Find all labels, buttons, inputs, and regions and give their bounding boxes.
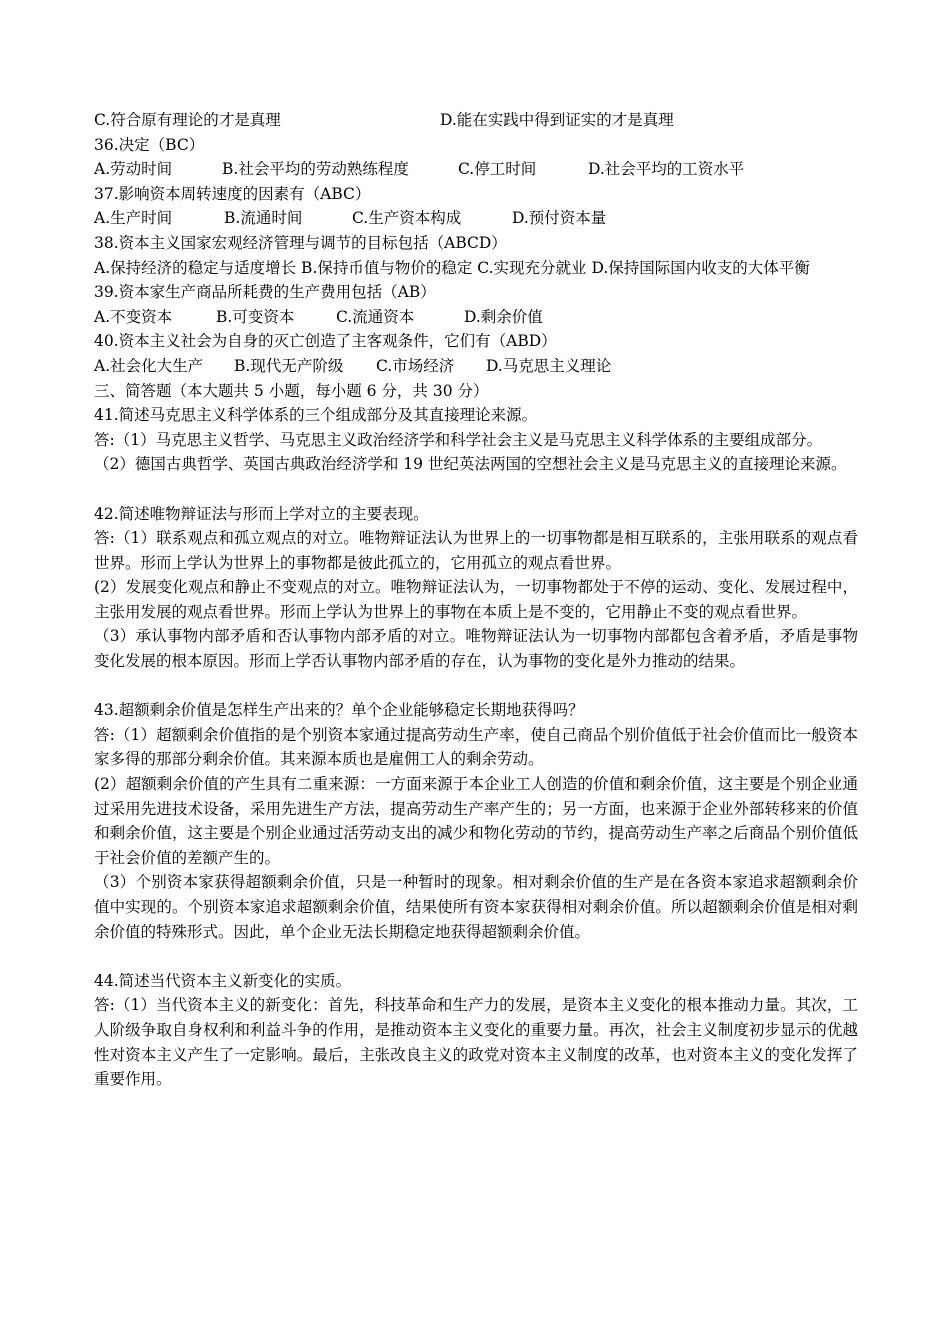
q39-stem: 39.资本家生产商品所耗费的生产费用包括（AB） [94, 283, 436, 302]
q42-stem: 42.简述唯物辩证法与形而上学对立的主要表现。 [94, 504, 429, 523]
q40-options [94, 354, 858, 379]
q43-answer-2: (2）超额剩余价值的产生具有二重来源：一方面来源于本企业工人创造的价值和剩余价值，这主要是个别企业通过采用先进技术设备，采用先进生产方法，提高劳动生产率产生的；另一方面，也来源于企业外部转移来的价值和剩余价值，这主要是个别企业通过活劳动支出的减少和物化劳动的节约，提高劳动生产率之后商品个别价值低于社会价值的差额产生的。 [94, 775, 858, 867]
q37-option-d: D.预付资本量 [512, 209, 607, 228]
q39-option-d: D.剩余价值 [464, 307, 543, 326]
q35-option-d: D.能在实践中得到证实的才是真理 [440, 111, 674, 129]
q36-options [94, 157, 858, 182]
spacer [94, 477, 858, 502]
q36-option-c: C.停工时间 [458, 160, 537, 179]
q42-answer-3: （3）承认事物内部矛盾和否认事物内部矛盾的对立。唯物辩证法认为一切事物内部都包含着矛盾，矛盾是事物变化发展的根本原因。形而上学否认事物内部矛盾的存在，认为事物的变化是外力推动的结果。 [94, 627, 858, 671]
q44-stem: 44.简述当代资本主义新变化的实质。 [94, 971, 352, 990]
q38-options: A.保持经济的稳定与适度增长 B.保持币值与物价的稳定 C.实现充分就业 D.保持国际国内收支的大体平衡 [94, 258, 810, 277]
q40-option-a: A.社会化大生产 [94, 356, 204, 375]
q43-stem: 43.超额剩余价值是怎样生产出来的？单个企业能够稳定长期地获得吗？ [94, 701, 584, 720]
q39-option-a: A.不变资本 [94, 307, 173, 326]
q35-option-c: C.符合原有理论的才是真理 [94, 111, 281, 129]
q39-options [94, 305, 858, 330]
q42-answer-2: (2）发展变化观点和静止不变观点的对立。唯物辩证法认为，一切事物都处于不停的运动、变化、发展过程中，主张用发展的观点看世界。形而上学认为世界上的事物在本质上是不变的，它用静止不变的观点看世界。 [94, 578, 858, 621]
q36-option-a: A.劳动时间 [94, 160, 173, 179]
q38-stem: 38.资本主义国家宏观经济管理与调节的目标包括（ABCD） [94, 233, 507, 252]
document-body [94, 108, 858, 1092]
q39-option-c: C.流通资本 [336, 307, 415, 326]
q40-option-d: D.马克思主义理论 [486, 356, 612, 375]
q41-answer-2: （2）德国古典哲学、英国古典政治经济学和 19 世纪英法两国的空想社会主义是马克思主义的直接理论来源。 [94, 455, 847, 474]
q40-option-b: B.现代无产阶级 [234, 356, 344, 375]
q39-option-b: B.可变资本 [216, 307, 295, 326]
q36-option-b: B.社会平均的劳动熟练程度 [222, 160, 409, 179]
q44-answer-1: 答:（1）当代资本主义的新变化：首先，科技革命和生产力的发展，是资本主义变化的根本推动力量。其次，工人阶级争取自身权利和利益斗争的作用，是推动资本主义变化的重要力量。再次，社会主义制度初步显示的优越性对资本主义产生了一定影响。最后，主张改良主义的政党对资本主义制度的改革，也对资本主义的变化发挥了重要作用。 [94, 996, 858, 1089]
q40-stem: 40.资本主义社会为自身的灭亡创造了主客观条件，它们有（ABD） [94, 332, 557, 351]
spacer [94, 674, 858, 699]
q37-option-b: B.流通时间 [224, 209, 303, 228]
q43-answer-1: 答:（1）超额剩余价值指的是个别资本家通过提高劳动生产率，使自己商品个别价值低于社会价值而比一般资本家多得的那部分剩余价值。其来源本质也是雇佣工人的剩余劳动。 [94, 725, 858, 769]
q42-answer-1: 答:（1）联系观点和孤立观点的对立。唯物辩证法认为世界上的一切事物都是相互联系的，主张用联系的观点看世界。形而上学认为世界上的事物都是彼此孤立的，它用孤立的观点看世界。 [94, 529, 858, 572]
q37-option-a: A.生产时间 [94, 209, 173, 228]
q36-stem: 36.决定（BC） [94, 135, 205, 154]
q37-stem: 37.影响资本周转速度的因素有（ABC） [94, 184, 371, 203]
q37-options [94, 206, 858, 231]
q43-answer-3: （3）个别资本家获得超额剩余价值，只是一种暂时的现象。相对剩余价值的生产是在各资本家追求超额剩余价值中实现的。个别资本家追求超额剩余价值，结果使所有资本家获得相对剩余价值。所以超额剩余价值是相对剩余价值的特殊形式。因此，单个企业无法长期稳定地获得超额剩余价值。 [94, 873, 858, 941]
spacer [94, 944, 858, 969]
q40-option-c: C.市场经济 [376, 356, 455, 375]
q37-option-c: C.生产资本构成 [352, 209, 462, 228]
q36-option-d: D.社会平均的工资水平 [588, 160, 745, 179]
section-heading: 三、简答题（本大题共 5 小题，每小题 6 分，共 30 分） [94, 381, 489, 400]
q41-stem: 41.简述马克思主义科学体系的三个组成部分及其直接理论来源。 [94, 406, 538, 425]
q41-answer-1: 答:（1）马克思主义哲学、马克思主义政治经济学和科学社会主义是马克思主义科学体系的主要组成部分。 [94, 430, 823, 449]
q35-options [94, 108, 858, 133]
